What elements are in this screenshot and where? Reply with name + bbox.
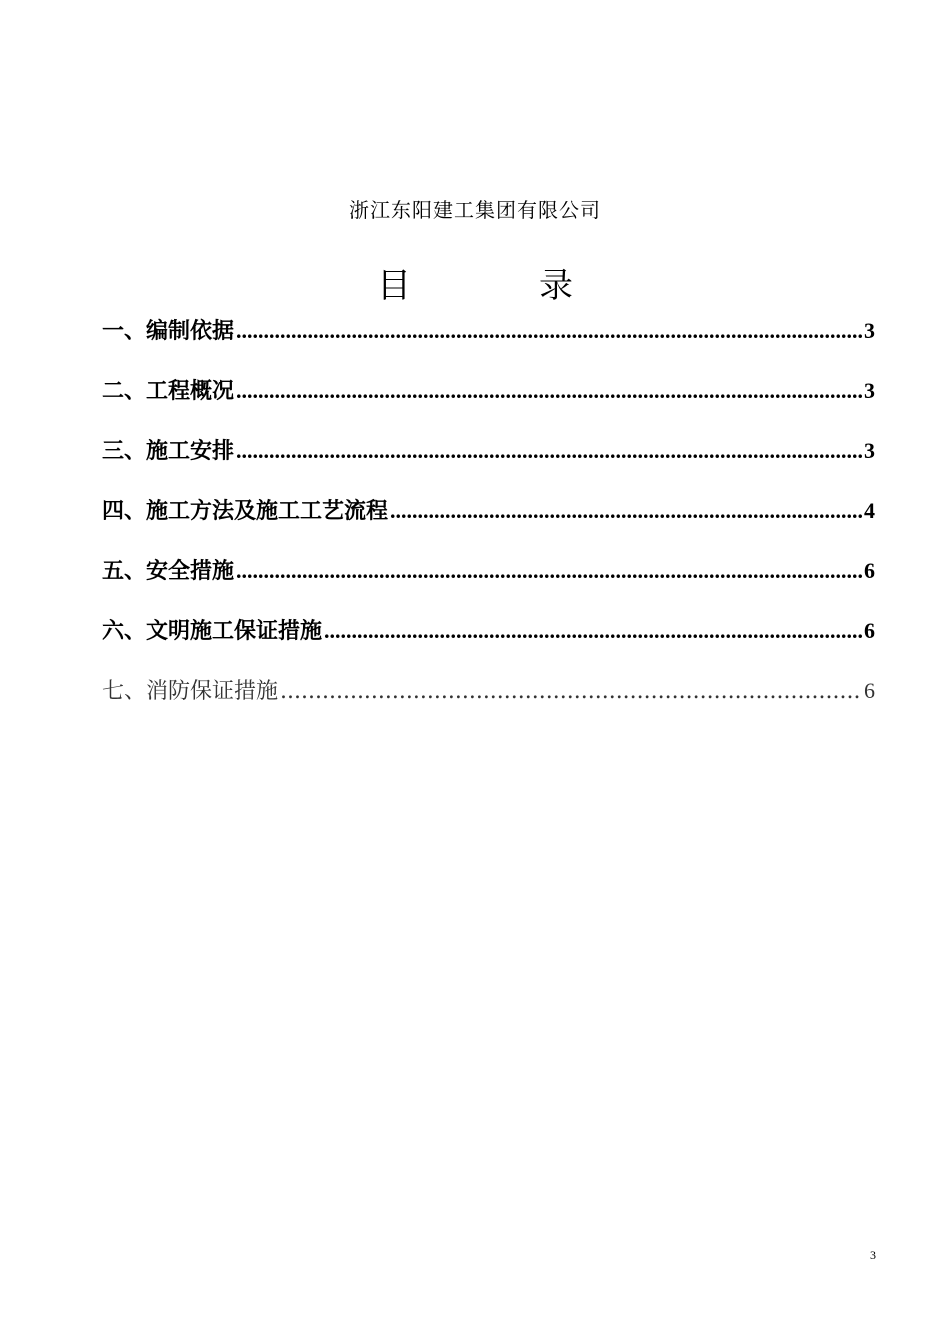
- table-of-contents: [102, 312, 875, 732]
- toc-entry-1[interactable]: [102, 312, 875, 372]
- toc-entry-page: 6: [864, 558, 875, 583]
- toc-entry-7[interactable]: [102, 672, 875, 732]
- toc-entry-5[interactable]: [102, 552, 875, 612]
- toc-entry-page: 6: [864, 618, 875, 643]
- toc-leader-dots: [236, 372, 862, 410]
- toc-title-part-1: 目: [377, 266, 411, 306]
- toc-entry-label: 六、文明施工保证措施: [102, 619, 323, 644]
- toc-leader-dots: [390, 492, 862, 530]
- toc-entry-page: 4: [864, 498, 875, 523]
- toc-title: [0, 258, 950, 307]
- toc-entry-3[interactable]: [102, 432, 875, 492]
- toc-entry-label: 七、消防保证措施: [102, 679, 279, 704]
- toc-entry-page: 6: [864, 678, 875, 703]
- toc-entry-6[interactable]: [102, 612, 875, 672]
- toc-entry-4[interactable]: [102, 492, 875, 552]
- toc-entry-label: 一、编制依据: [102, 319, 235, 344]
- toc-title-part-2: 录: [539, 266, 573, 306]
- toc-leader-dots: [236, 552, 862, 590]
- page-number: 3: [870, 1248, 876, 1262]
- company-name: 浙江东阳建工集团有限公司: [349, 198, 601, 222]
- toc-entry-label: 三、施工安排: [102, 439, 235, 464]
- toc-leader-dots: [280, 673, 862, 711]
- toc-entry-2[interactable]: [102, 372, 875, 432]
- toc-entry-page: 3: [864, 318, 875, 343]
- toc-entry-label: 二、工程概况: [102, 379, 235, 404]
- toc-leader-dots: [324, 612, 862, 650]
- toc-entry-label: 四、施工方法及施工工艺流程: [102, 499, 389, 524]
- toc-entry-page: 3: [864, 378, 875, 403]
- toc-entry-label: 五、安全措施: [102, 559, 235, 584]
- toc-leader-dots: [236, 432, 862, 470]
- toc-entry-page: 3: [864, 438, 875, 463]
- toc-leader-dots: [236, 312, 862, 350]
